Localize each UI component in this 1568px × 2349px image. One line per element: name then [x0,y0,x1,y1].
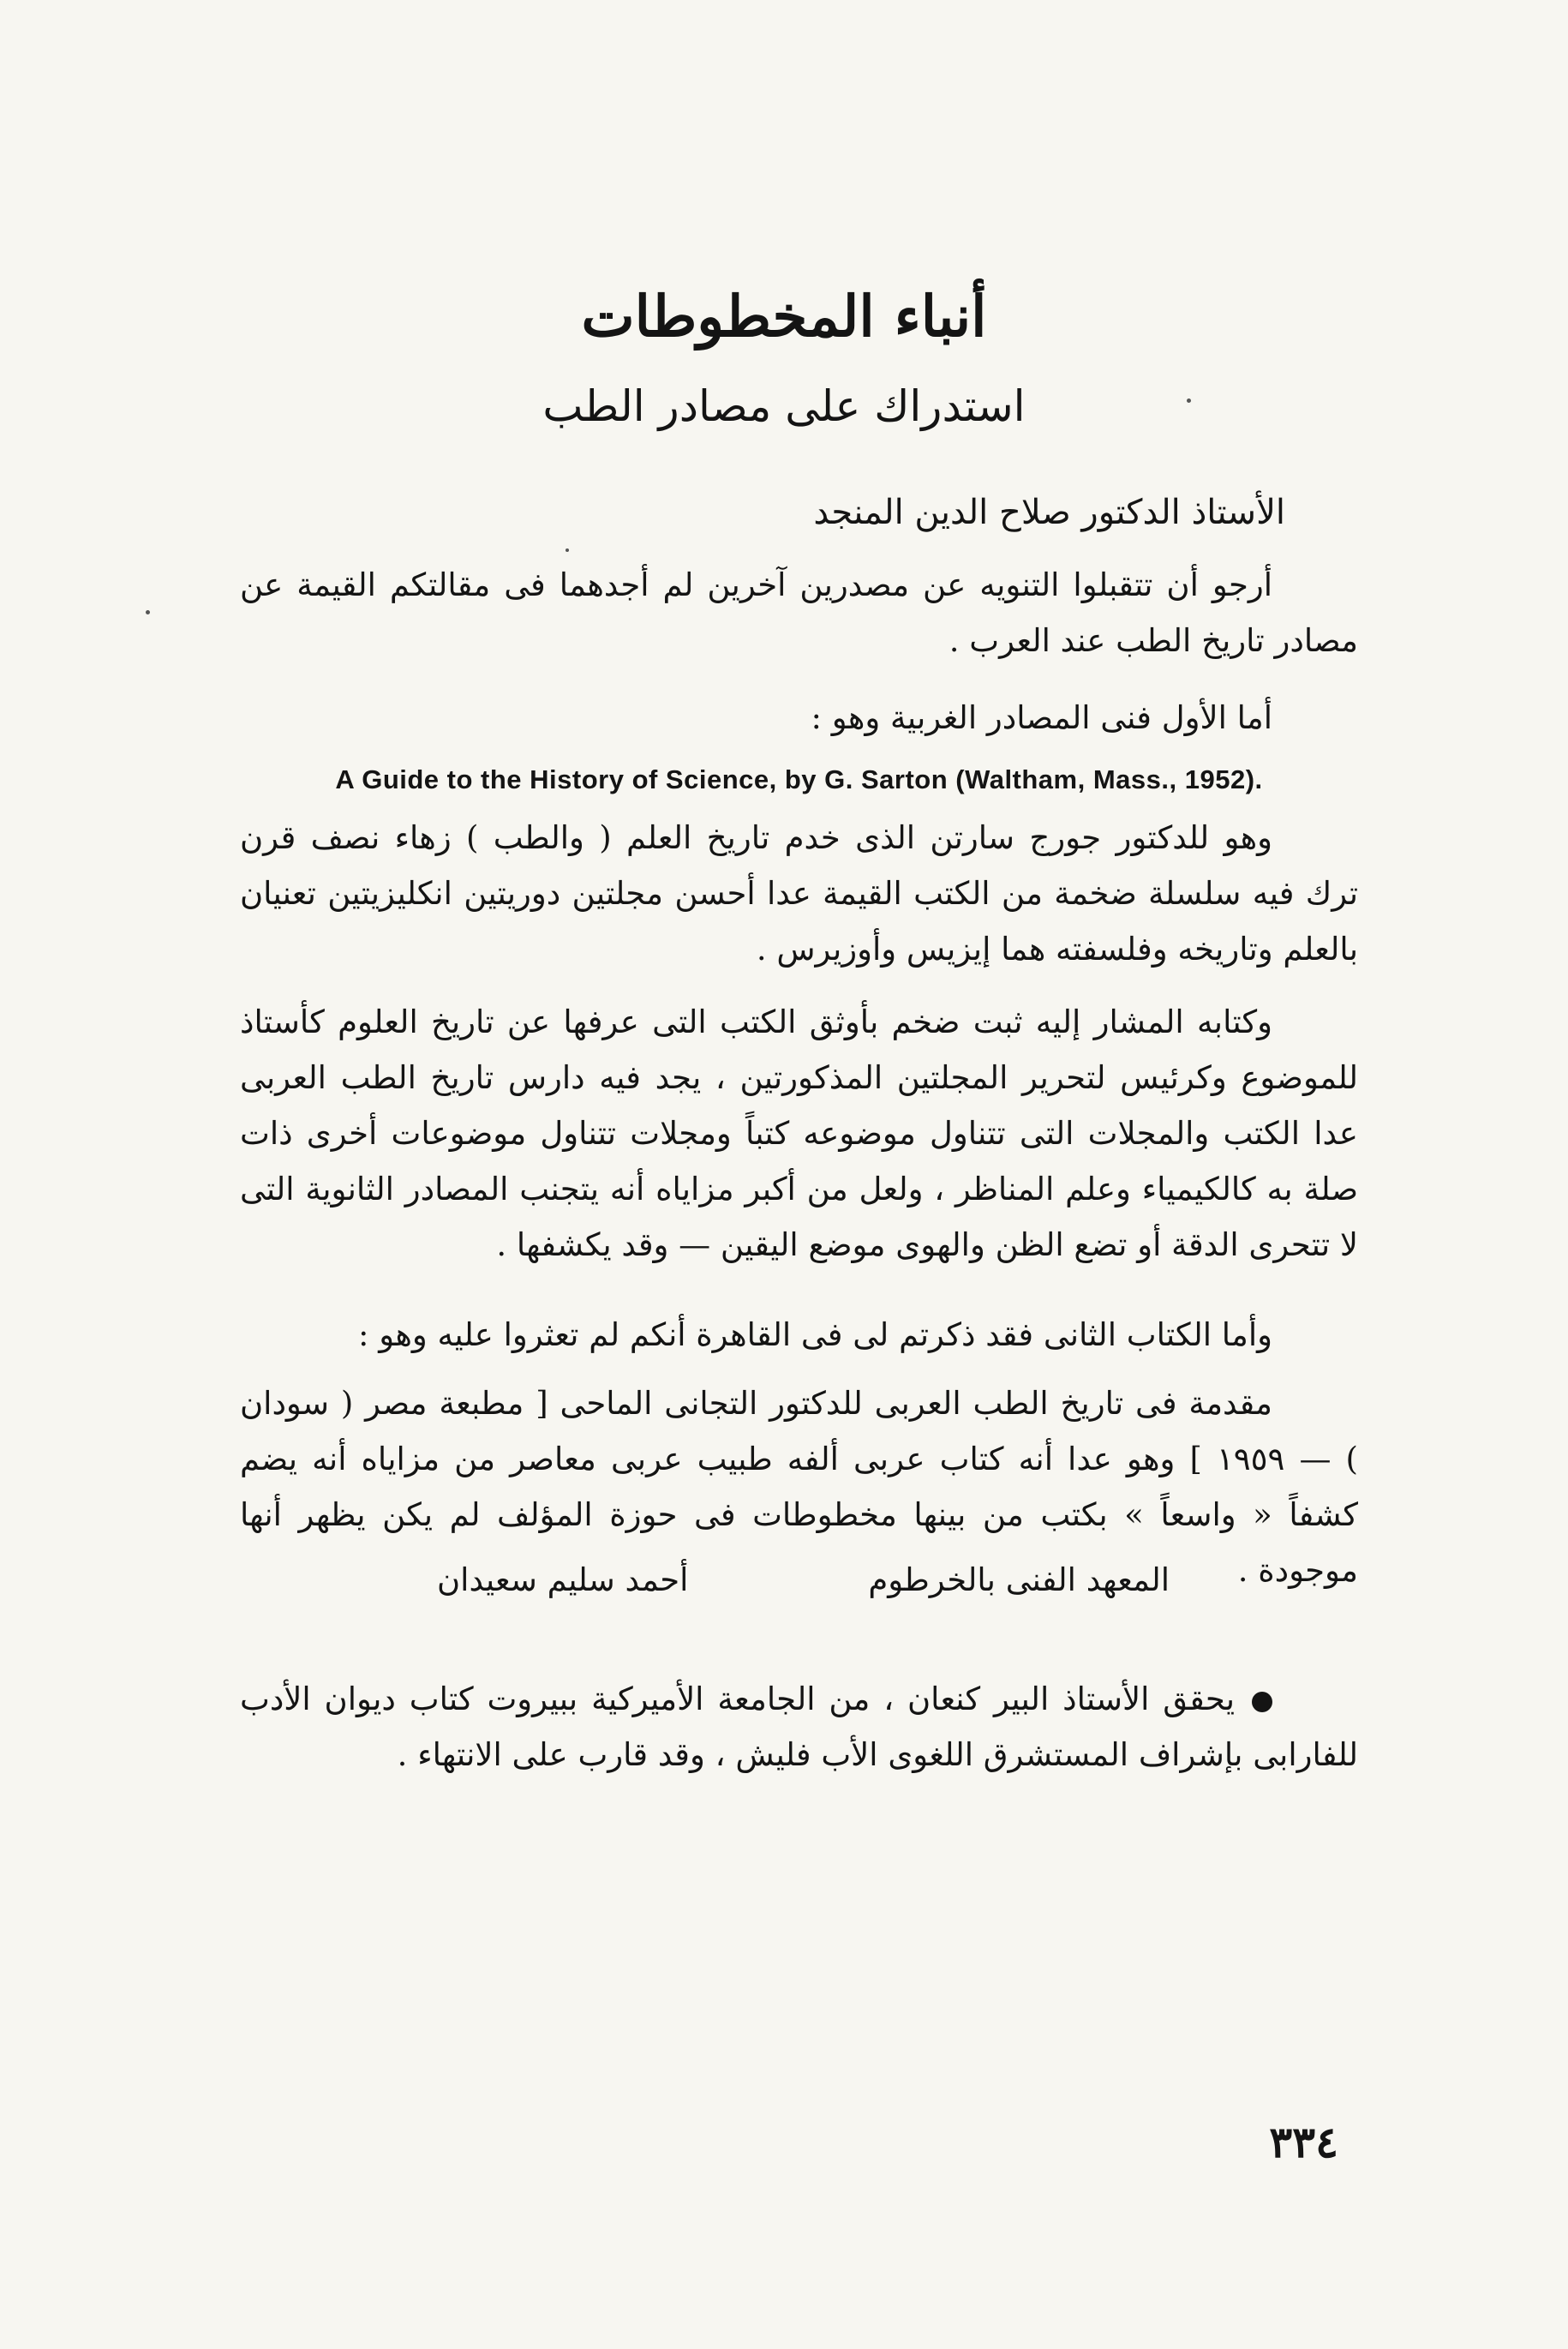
article-subtitle: استدراك على مصادر الطب [542,381,1026,431]
paragraph-book-description: وكتابه المشار إليه ثبت ضخم بأوثق الكتب التى عرفها عن تاريخ العلوم كأستاذ للموضوع وكرئيس لتحرير المجلتين المذكورتين ، يجد فيه دارس تاريخ الطب العربى عدا الكتب والمجلات التى تتناول موضوعه كتباً ومجلات تتناول موضوعات أخرى ذات صلة به كالكيمياء وعلم المناظر ، ولعل من أكبر مزاياه أنه يتجنب المصادر الثانوية التى لا تتحرى الدقة أو تضع الظن والهوى موضع اليقين — وقد يكشفها . [240,1004,1358,1263]
signature-line [240,1561,1358,1621]
scan-speck [146,610,150,614]
paragraph-first-source: أما الأول فنى المصادر الغربية وهو : [811,699,1272,736]
page-number: ٣٣٤ [1269,2117,1338,2167]
paragraph-second-source: وأما الكتاب الثانى فقد ذكرتم لى فى القاهرة أنكم لم تعثروا عليه وهو : [358,1316,1272,1353]
scan-speck [566,548,569,552]
article-author: الأستاذ الدكتور صلاح الدين المنجد [813,493,1285,532]
paragraph-second-book: مقدمة فى تاريخ الطب العربى للدكتور التجانى الماحى [ مطبعة مصر ( سودان ) — ١٩٥٩ ] وهو عدا أنه كتاب عربى ألفه طبيب عربى معاصر من مزاياه أنه يضم كشفاً « واسعاً » بكتب من بينها مخطوطات فى حوزة المؤلف لم يكن يظهر أنها موجودة . [240,1385,1358,1589]
signature-institution: المعهد الفنى بالخرطوم [868,1561,1170,1598]
english-citation: A Guide to the History of Science, by G. Sarton (Waltham, Mass., 1952). [335,764,1263,794]
page-title: أنباء المخطوطات [581,283,987,350]
news-item-text: يحقق الأستاذ البير كنعان ، من الجامعة الأميركية ببيروت كتاب ديوان الأدب للفارابى بإشراف المستشرق اللغوى الأب فليش ، وقد قارب على الانتهاء . [240,1681,1358,1773]
news-item [240,1671,1358,1783]
signature-name: أحمد سليم سعيدان [437,1561,689,1598]
paragraph-intro: أرجو أن تتقبلوا التنويه عن مصدرين آخرين لم أجدهما فى مقالتكم القيمة عن مصادر تاريخ الطب عند العرب . [240,566,1358,659]
paragraph-sarton: وهو للدكتور جورج سارتن الذى خدم تاريخ العلم ( والطب ) زهاء نصف قرن ترك فيه سلسلة ضخمة من الكتب القيمة عدا أحسن مجلتين دوريتين انكليزيتين تعنيان بالعلم وتاريخه وفلسفته هما إيزيس وأوزيرس . [240,819,1358,968]
bullet-icon [1252,1692,1272,1712]
